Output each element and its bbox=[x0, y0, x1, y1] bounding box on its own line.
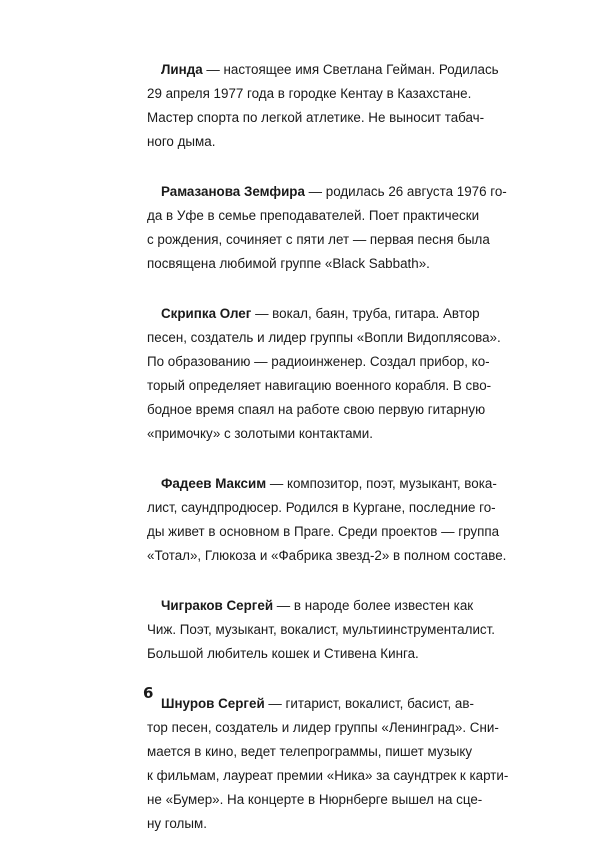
entry-line: мается в кино, ведет телепрограммы, пишет музыку bbox=[147, 744, 473, 759]
bio-entry bbox=[147, 58, 499, 154]
entry-line: Большой любитель кошек и Стивена Кинга. bbox=[147, 646, 419, 661]
entry-name: Шнуров Сергей bbox=[161, 696, 265, 711]
entry-line: «примочку» с золотыми контактами. bbox=[147, 426, 373, 441]
page-body bbox=[147, 58, 509, 862]
entry-line: ного дыма. bbox=[147, 134, 216, 149]
bio-entry bbox=[147, 472, 507, 568]
entry-line: Чиж. Поэт, музыкант, вокалист, мультиинструменталист. bbox=[147, 622, 495, 637]
entry-line: «Тотал», Глюкоза и «Фабрика звезд-2» в полном составе. bbox=[147, 548, 507, 563]
entry-line: да в Уфе в семье преподавателей. Поет практически bbox=[147, 208, 480, 223]
entry-text: — композитор, поэт, музыкант, вока- bbox=[266, 476, 497, 491]
entry-line bbox=[147, 472, 497, 496]
entry-line bbox=[147, 594, 474, 618]
entry-text: — вокал, баян, труба, гитара. Автор bbox=[251, 306, 480, 321]
entry-name: Чиграков Сергей bbox=[161, 598, 274, 613]
entry-line: не «Бумер». На концерте в Нюрнберге вышел на сце- bbox=[147, 792, 483, 807]
entry-line: к фильмам, лауреат премии «Ника» за саундтрек к карти- bbox=[147, 768, 509, 783]
entry-name: Линда bbox=[161, 62, 203, 77]
entry-line: бодное время спаял на работе свою первую гитарную bbox=[147, 402, 486, 417]
entry-line: с рождения, сочиняет с пяти лет — первая песня была bbox=[147, 232, 490, 247]
entry-line: торый определяет навигацию военного корабля. В сво- bbox=[147, 378, 492, 393]
entry-line: По образованию — радиоинженер. Создал прибор, ко- bbox=[147, 354, 490, 369]
entry-line bbox=[147, 180, 507, 204]
entry-line: ды живет в основном в Праге. Среди проектов — группа bbox=[147, 524, 500, 539]
entry-line: 29 апреля 1977 года в городке Кентау в Казахстане. bbox=[147, 86, 472, 101]
entry-line: песен, создатель и лидер группы «Вопли Видоплясова». bbox=[147, 330, 501, 345]
entry-line: посвящена любимой группе «Black Sabbath». bbox=[147, 256, 430, 271]
entry-line bbox=[147, 692, 474, 716]
entry-line: лист, саундпродюсер. Родился в Кургане, последние го- bbox=[147, 500, 496, 515]
entry-line: ну голым. bbox=[147, 816, 207, 831]
entry-text: — родилась 26 августа 1976 го- bbox=[304, 184, 507, 199]
entry-line bbox=[147, 58, 499, 82]
bio-entry bbox=[147, 302, 501, 446]
entry-name: Скрипка Олег bbox=[161, 306, 252, 321]
entry-name: Фадеев Максим bbox=[161, 476, 267, 491]
page-number: 6 bbox=[143, 684, 154, 702]
entry-name: Рамазанова Земфира bbox=[161, 184, 305, 199]
entry-line: Мастер спорта по легкой атлетике. Не выносит табач- bbox=[147, 110, 485, 125]
bio-entry bbox=[147, 180, 507, 276]
entry-text: — гитарист, вокалист, басист, ав- bbox=[264, 696, 474, 711]
entry-text: — в народе более известен как bbox=[273, 598, 474, 613]
entry-line bbox=[147, 302, 480, 326]
bio-entry bbox=[147, 594, 495, 666]
entry-line: тор песен, создатель и лидер группы «Ленинград». Сни- bbox=[147, 720, 499, 735]
entry-text: — настоящее имя Светлана Гейман. Родилась bbox=[202, 62, 499, 77]
bio-entry bbox=[147, 692, 509, 836]
